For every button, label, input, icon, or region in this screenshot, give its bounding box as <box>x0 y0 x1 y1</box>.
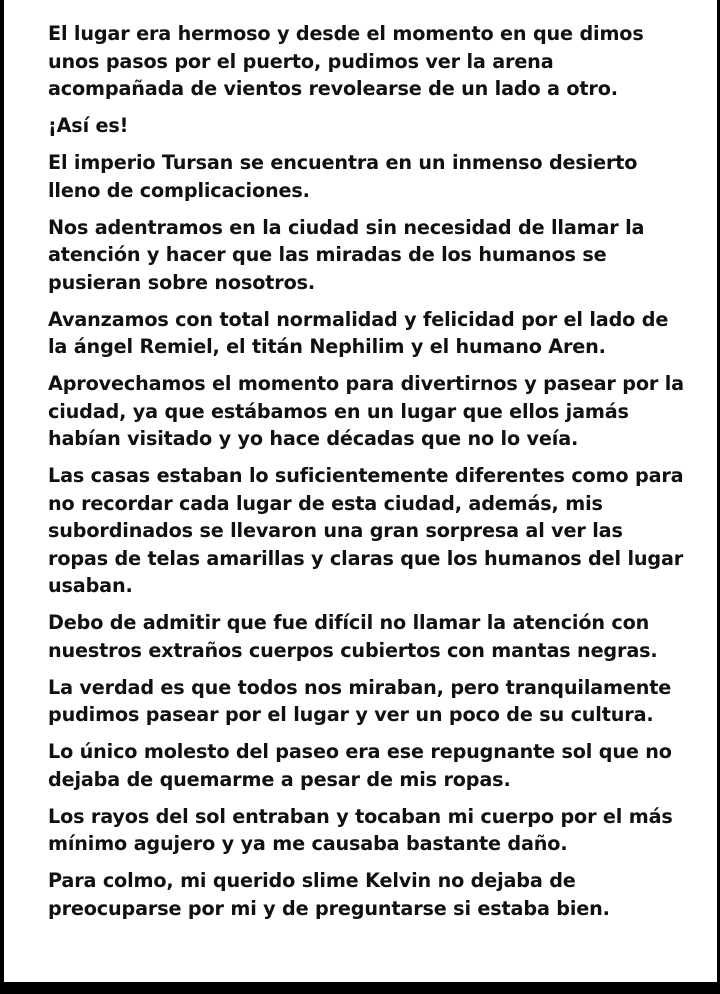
paragraph: Debo de admitir que fue difícil no llamar la atención con nuestros extraños cuerpos cubiertos con mantas negras. <box>48 611 658 662</box>
paragraph: La verdad es que todos nos miraban, pero tranquilamente pudimos pasear por el lugar y ver un poco de su cultura. <box>48 675 672 726</box>
story-text <box>48 20 688 932</box>
paragraph: Avanzamos con total normalidad y felicidad por el lado de la ángel Remiel, el titán Nephilim y el humano Aren. <box>48 307 669 358</box>
paragraph: El imperio Tursan se encuentra en un inmenso desierto lleno de complicaciones. <box>48 151 638 202</box>
paragraph: Las casas estaban lo suficientemente diferentes como para no recordar cada lugar de esta ciudad, además, mis subordinados se llevaron una gran sorpresa al ver las ropas de telas amarillas y claras que los humanos del lugar usaban. <box>48 464 684 597</box>
paragraph: ¡Así es! <box>48 114 129 137</box>
paragraph: Los rayos del sol entraban y tocaban mi cuerpo por el más mínimo agujero y ya me causaba bastante daño. <box>48 804 673 855</box>
paragraph: Aprovechamos el momento para divertirnos y pasear por la ciudad, ya que estábamos en un lugar que ellos jamás habían visitado y yo hace décadas que no lo veía. <box>48 372 684 450</box>
paragraph: Para colmo, mi querido slime Kelvin no dejaba de preocuparse por mi y de preguntarse si estaba bien. <box>48 869 610 920</box>
paragraph: Nos adentramos en la ciudad sin necesidad de llamar la atención y hacer que las miradas de los humanos se pusieran sobre nosotros. <box>48 215 645 294</box>
document-page <box>4 0 717 982</box>
paragraph: Lo único molesto del paseo era ese repugnante sol que no dejaba de quemarme a pesar de mis ropas. <box>48 740 672 791</box>
paragraph: El lugar era hermoso y desde el momento en que dimos unos pasos por el puerto, pudimos ver la arena acompañada de vientos revolearse de un lado a otro. <box>48 22 644 100</box>
